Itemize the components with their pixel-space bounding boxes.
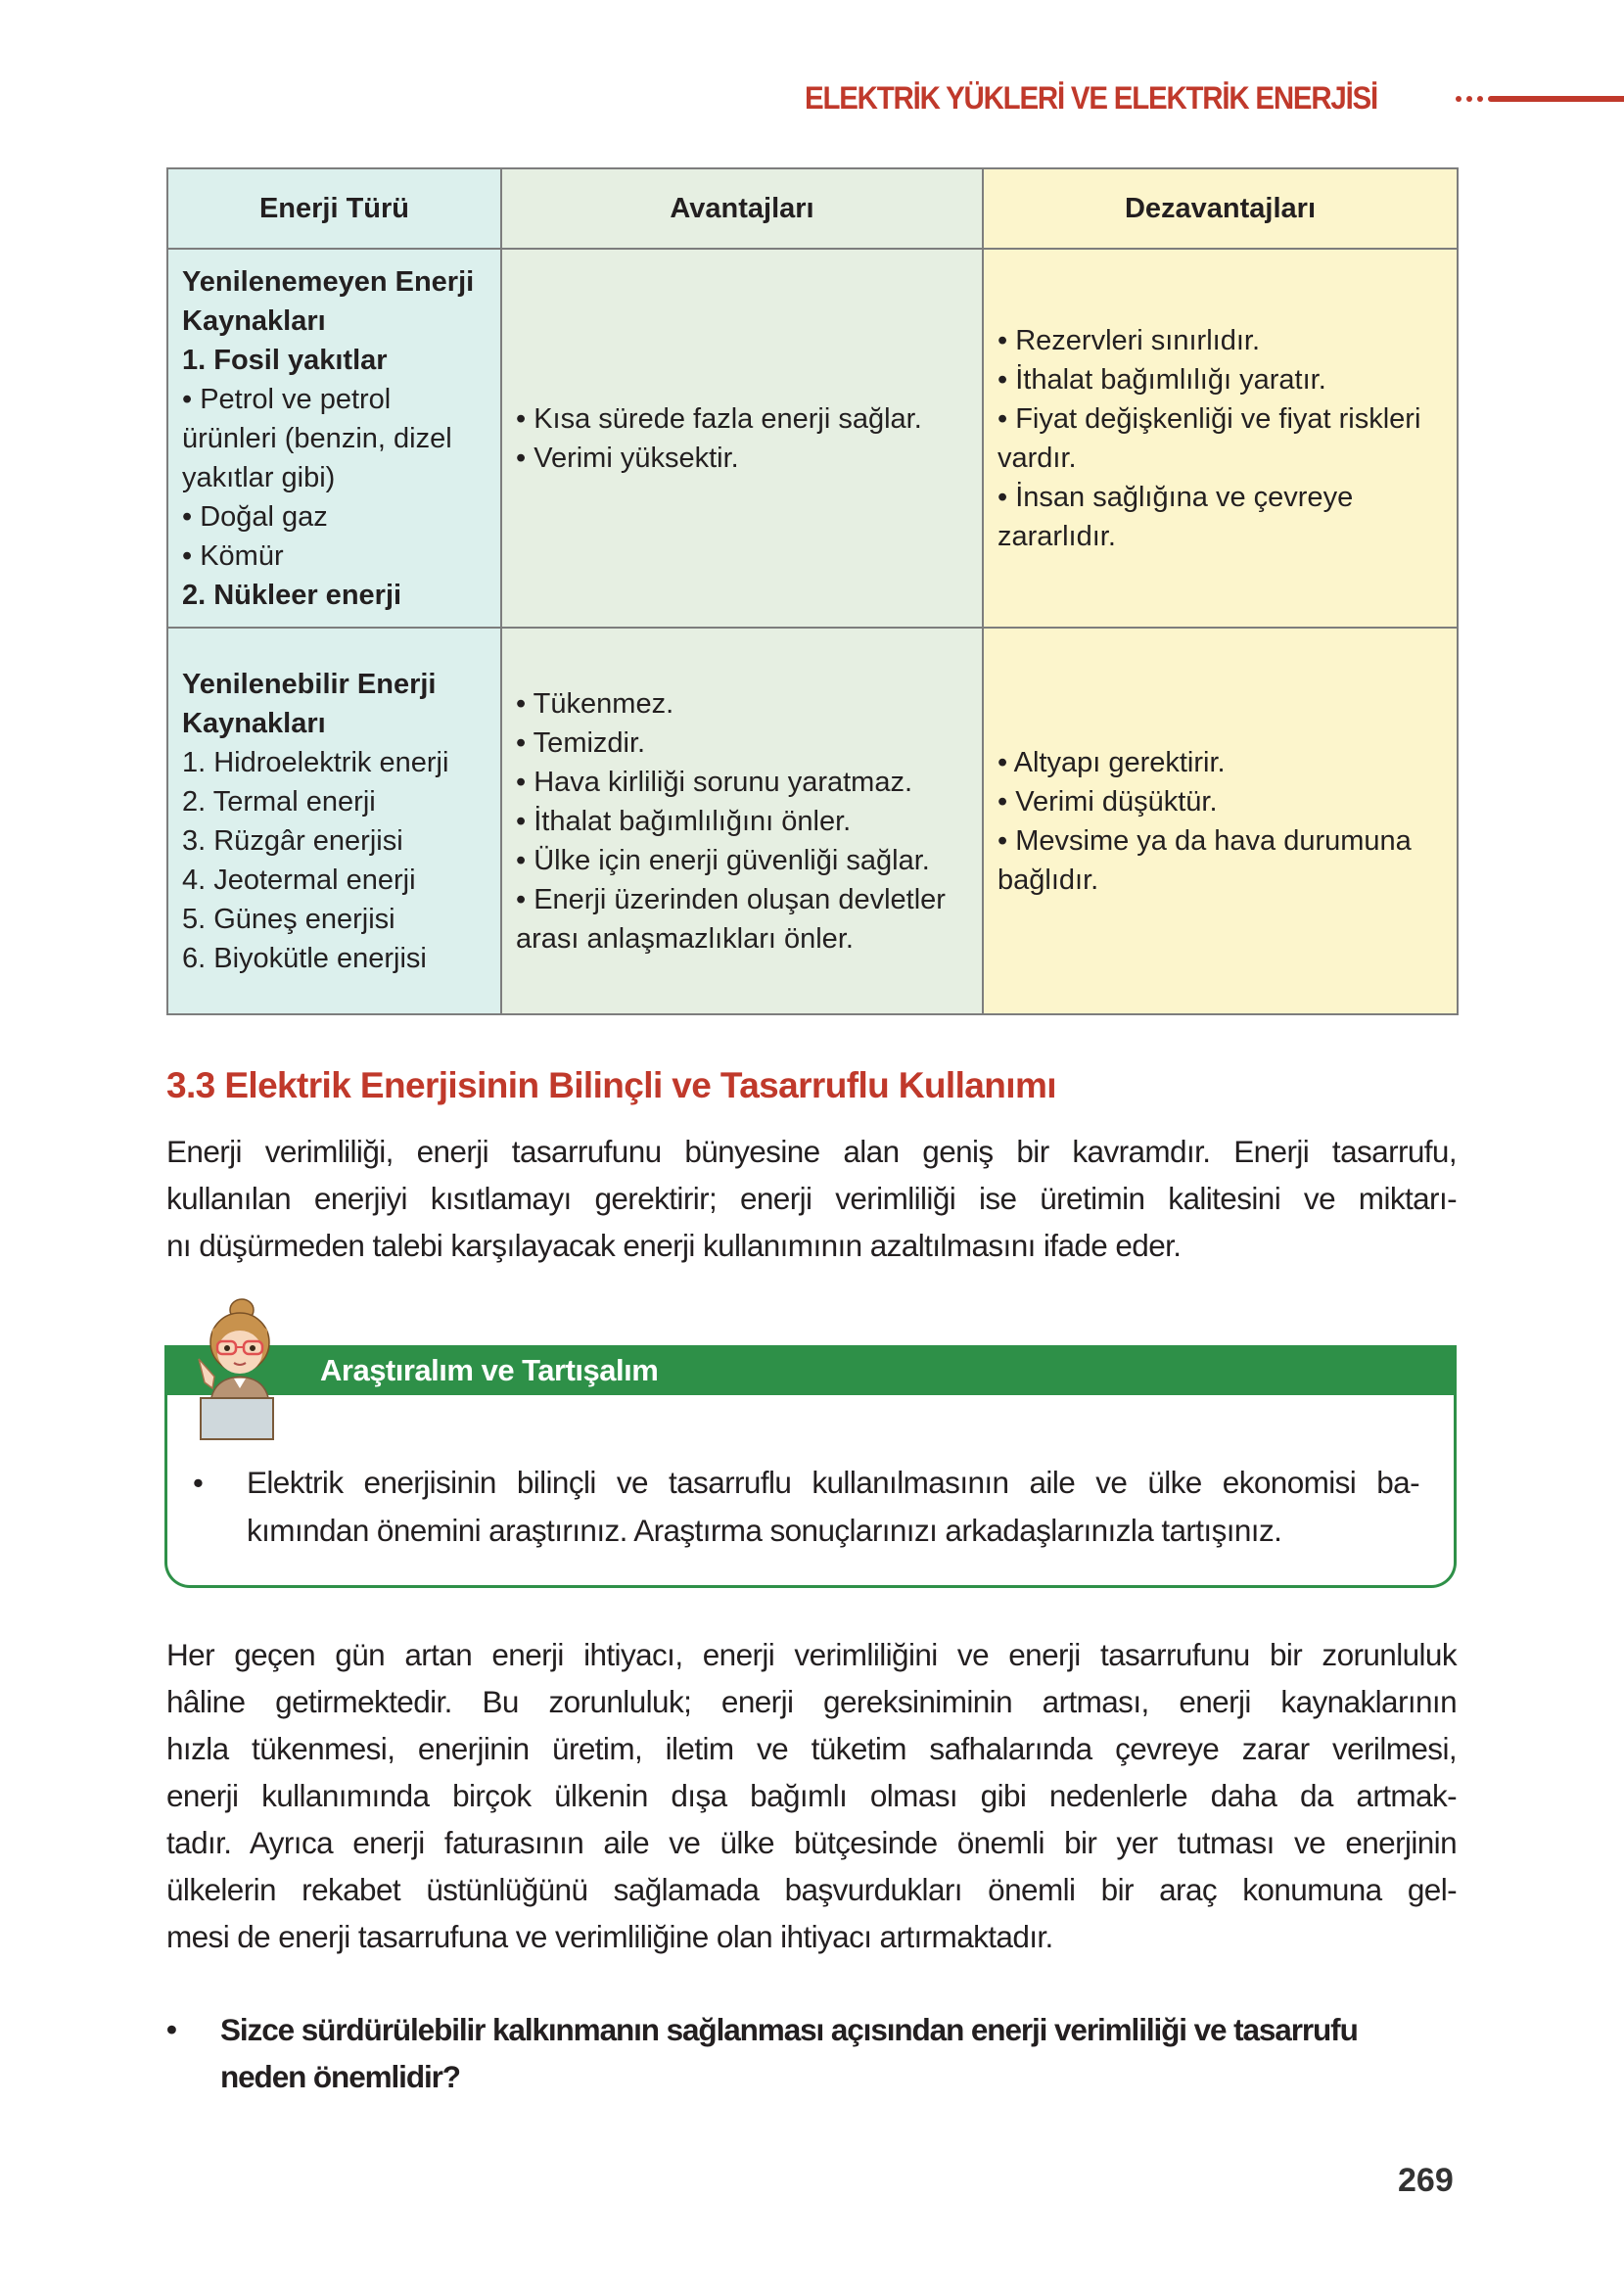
- cell-disadvantages: [983, 628, 1458, 1014]
- cell-advantages: [501, 628, 983, 1014]
- table-row-renewable: [167, 628, 1458, 1014]
- cell-advantages: [501, 249, 983, 628]
- column-header-energy-type: Enerji Türü: [167, 168, 501, 249]
- paragraph-line: enerji kullanımında birçok ülkenin dışa bağımlı olması gibi nedenlerle daha da artmak-: [166, 1778, 1457, 1813]
- cell-line: • Mevsime ya da hava durumuna: [998, 824, 1412, 857]
- cell-line: 2. Termal enerji: [182, 785, 376, 818]
- cell-line: • Fiyat değişkenliği ve fiyat riskleri: [998, 402, 1421, 435]
- activity-bullet: •: [193, 1466, 204, 1500]
- cell-line: 6. Biyokütle enerjisi: [182, 942, 427, 974]
- cell-energy-type: [167, 249, 501, 628]
- cell-line: • Altyapı gerektirir.: [998, 746, 1226, 778]
- paragraph-line: kımından önemini araştırınız. Araştırma sonuçlarınızı arkadaşlarınızla tartışınız.: [247, 1513, 1282, 1548]
- activity-title: Araştıralım ve Tartışalım: [320, 1353, 659, 1387]
- cell-line: • Hava kirliliği sorunu yaratmaz.: [516, 766, 913, 798]
- paragraph-line: Her geçen gün artan enerji ihtiyacı, enerji verimliliğini ve enerji tasarrufunu bir zorunluluk: [166, 1637, 1457, 1672]
- question-line: neden önemlidir?: [220, 2059, 460, 2094]
- paragraph-line: hâline getirmektedir. Bu zorunluluk; enerji gereksiniminin artması, enerji kaynaklarının: [166, 1684, 1457, 1719]
- question-bullet: •: [166, 2012, 177, 2046]
- cell-line: • Temizdir.: [516, 726, 646, 759]
- cell-line: • Doğal gaz: [182, 500, 328, 533]
- cell-line: Kaynakları: [182, 707, 326, 739]
- cell-line: • Petrol ve petrol: [182, 383, 392, 415]
- cell-line: zararlıdır.: [998, 520, 1116, 552]
- table-row-non-renewable: [167, 249, 1458, 628]
- section-heading: 3.3 Elektrik Enerjisinin Bilinçli ve Tasarruflu Kullanımı: [166, 1065, 1056, 1105]
- cell-line: • Kömür: [182, 539, 284, 572]
- cell-line: arası anlaşmazlıkları önler.: [516, 922, 854, 955]
- cell-line: • Verimi düşüktür.: [998, 785, 1218, 818]
- cell-disadvantages: [983, 249, 1458, 628]
- paragraph-line: hızla tükenmesi, enerjinin üretim, iletim ve tüketim safhalarında çevreye zarar verilmesi,: [166, 1731, 1457, 1766]
- cell-line: 1. Hidroelektrik enerji: [182, 746, 449, 778]
- cell-line: Yenilenemeyen Enerji: [182, 265, 475, 298]
- cell-energy-type: [167, 628, 501, 1014]
- cell-line: • İthalat bağımlılığı yaratır.: [998, 363, 1326, 396]
- paragraph-line: kullanılan enerjiyi kısıtlamayı gerektirir; enerji verimliliği ise üretimin kalitesini ve miktarı-: [166, 1181, 1457, 1216]
- cell-line: bağlıdır.: [998, 864, 1099, 896]
- cell-line: 5. Güneş enerjisi: [182, 903, 395, 935]
- column-header-advantages: Avantajları: [501, 168, 983, 249]
- energy-comparison-table: [166, 167, 1459, 1015]
- column-header-disadvantages: Dezavantajları: [983, 168, 1458, 249]
- cell-line: ürünleri (benzin, dizel: [182, 422, 452, 454]
- paragraph-line: nı düşürmeden talebi karşılayacak enerji kullanımının azaltılmasını ifade eder.: [166, 1228, 1182, 1263]
- header-dots-decoration: [1456, 96, 1483, 102]
- cell-line: 3. Rüzgâr enerjisi: [182, 824, 403, 857]
- table-header-row: [167, 168, 1458, 249]
- cell-line: 2. Nükleer enerji: [182, 579, 402, 611]
- cell-line: • Enerji üzerinden oluşan devletler: [516, 883, 946, 915]
- teacher-character-icon: [191, 1298, 289, 1440]
- running-header-title: ELEKTRİK YÜKLERİ VE ELEKTRİK ENERJİSİ: [805, 79, 1377, 116]
- cell-line: vardır.: [998, 442, 1077, 474]
- cell-line: • Tükenmez.: [516, 687, 674, 720]
- page-number: 269: [1398, 2162, 1454, 2199]
- question-line: Sizce sürdürülebilir kalkınmanın sağlanması açısından enerji verimliliği ve tasarrufu: [220, 2012, 1358, 2047]
- intro-paragraph: [166, 1128, 1457, 1269]
- paragraph-line: Elektrik enerjisinin bilinçli ve tasarruflu kullanılmasının aile ve ülke ekonomisi ba-: [247, 1465, 1419, 1500]
- cell-line: 1. Fosil yakıtlar: [182, 344, 388, 376]
- paragraph-line: Enerji verimliliği, enerji tasarrufunu bünyesine alan geniş bir kavramdır. Enerji tasarrufu,: [166, 1134, 1457, 1169]
- paragraph-line: tadır. Ayrıca enerji faturasının aile ve ülke bütçesinde önemli bir yer tutması ve enerjinin: [166, 1825, 1457, 1860]
- cell-line: yakıtlar gibi): [182, 461, 336, 493]
- cell-line: Yenilenebilir Enerji: [182, 668, 437, 700]
- paragraph-line: ülkelerin rekabet üstünlüğünü sağlamada başvurdukları önemli bir araç konumuna gel-: [166, 1872, 1457, 1907]
- cell-line: Kaynakları: [182, 304, 326, 337]
- running-header: [805, 76, 1427, 119]
- activity-instruction: [247, 1459, 1419, 1555]
- cell-line: • Ülke için enerji güvenliği sağlar.: [516, 844, 930, 876]
- header-rule-decoration: [1488, 96, 1624, 102]
- cell-line: • Rezervleri sınırlıdır.: [998, 324, 1260, 356]
- paragraph-line: mesi de enerji tasarrufuna ve verimliliğine olan ihtiyacı artırmaktadır.: [166, 1919, 1053, 1954]
- cell-line: 4. Jeotermal enerji: [182, 864, 416, 896]
- cell-line: • İnsan sağlığına ve çevreye: [998, 481, 1354, 513]
- body-paragraph: [166, 1631, 1457, 1960]
- discussion-question: [220, 2006, 1457, 2100]
- cell-line: • Kısa sürede fazla enerji sağlar.: [516, 402, 922, 435]
- cell-line: • Verimi yüksektir.: [516, 442, 739, 474]
- cell-line: • İthalat bağımlılığını önler.: [516, 805, 852, 837]
